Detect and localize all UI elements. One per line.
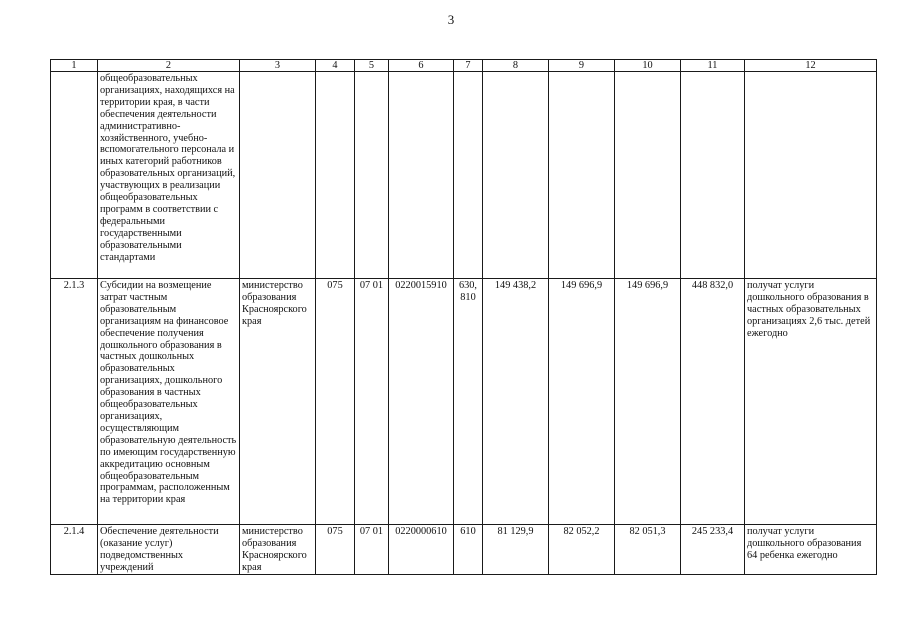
budget-table — [50, 59, 877, 575]
header-cell: 2 — [98, 60, 240, 72]
header-cell: 8 — [483, 60, 549, 72]
responsible-cell: министерство образования Красноярского края — [240, 279, 316, 525]
amount-year3-cell: 149 696,9 — [615, 279, 681, 525]
expected-result-cell: получат услуги дошкольного образования в частных образовательных организациях 2,6 тыс. детей ежегодно — [745, 279, 877, 525]
header-cell: 7 — [454, 60, 483, 72]
amount-year1-cell — [483, 72, 549, 279]
responsible-cell — [240, 72, 316, 279]
amount-total-cell — [681, 72, 745, 279]
target-article-cell: 0220000610 — [389, 525, 454, 575]
section-cell: 07 01 — [355, 525, 389, 575]
amount-year2-cell — [549, 72, 615, 279]
table-row — [51, 525, 877, 575]
expense-type-cell — [454, 72, 483, 279]
amount-year1-cell: 149 438,2 — [483, 279, 549, 525]
amount-year2-cell: 82 052,2 — [549, 525, 615, 575]
header-cell: 5 — [355, 60, 389, 72]
amount-year2-cell: 149 696,9 — [549, 279, 615, 525]
table-row — [51, 72, 877, 279]
description-cell: Обеспечение деятельности (оказание услуг) подведомственных учреждений — [98, 525, 240, 575]
page-number: 3 — [447, 12, 455, 27]
header-cell: 4 — [316, 60, 355, 72]
header-cell: 3 — [240, 60, 316, 72]
header-cell: 11 — [681, 60, 745, 72]
row-number-cell: 2.1.4 — [51, 525, 98, 575]
responsible-cell: министерство образования Красноярского края — [240, 525, 316, 575]
expected-result-cell — [745, 72, 877, 279]
grbs-cell: 075 — [316, 279, 355, 525]
table-row — [51, 279, 877, 525]
description-cell: Субсидии на возмещение затрат частным образовательным организациям на финансовое обеспечение получения дошкольного образования в частных дошкольных образовательных организациях, дошкольного образования в частных общеобразовательных организациях, осуществляющим образовательную деятельность по имеющим государственную аккредитацию основным общеобразовательным программам, расположенным на территории края — [98, 279, 240, 525]
description-cell: общеобразовательных организациях, находящихся на территории края, в части обеспечения деятельности административно-хозяйственного, учебно-вспомогательного персонала и иных категорий работников образовательных организаций, участвующих в реализации общеобразовательных программ в соответствии с федеральными государственными образовательными стандартами — [98, 72, 240, 279]
target-article-cell — [389, 72, 454, 279]
table-header-row — [51, 60, 877, 72]
row-number-cell: 2.1.3 — [51, 279, 98, 525]
header-cell: 6 — [389, 60, 454, 72]
amount-total-cell: 245 233,4 — [681, 525, 745, 575]
section-cell: 07 01 — [355, 279, 389, 525]
header-cell: 1 — [51, 60, 98, 72]
row-number-cell — [51, 72, 98, 279]
amount-total-cell: 448 832,0 — [681, 279, 745, 525]
expected-result-cell: получат услуги дошкольного образования 64 ребенка ежегодно — [745, 525, 877, 575]
expense-type-cell: 610 — [454, 525, 483, 575]
header-cell: 9 — [549, 60, 615, 72]
expense-type-cell: 630, 810 — [454, 279, 483, 525]
header-cell: 12 — [745, 60, 877, 72]
amount-year1-cell: 81 129,9 — [483, 525, 549, 575]
amount-year3-cell — [615, 72, 681, 279]
target-article-cell: 0220015910 — [389, 279, 454, 525]
grbs-cell: 075 — [316, 525, 355, 575]
header-cell: 10 — [615, 60, 681, 72]
amount-year3-cell: 82 051,3 — [615, 525, 681, 575]
section-cell — [355, 72, 389, 279]
grbs-cell — [316, 72, 355, 279]
